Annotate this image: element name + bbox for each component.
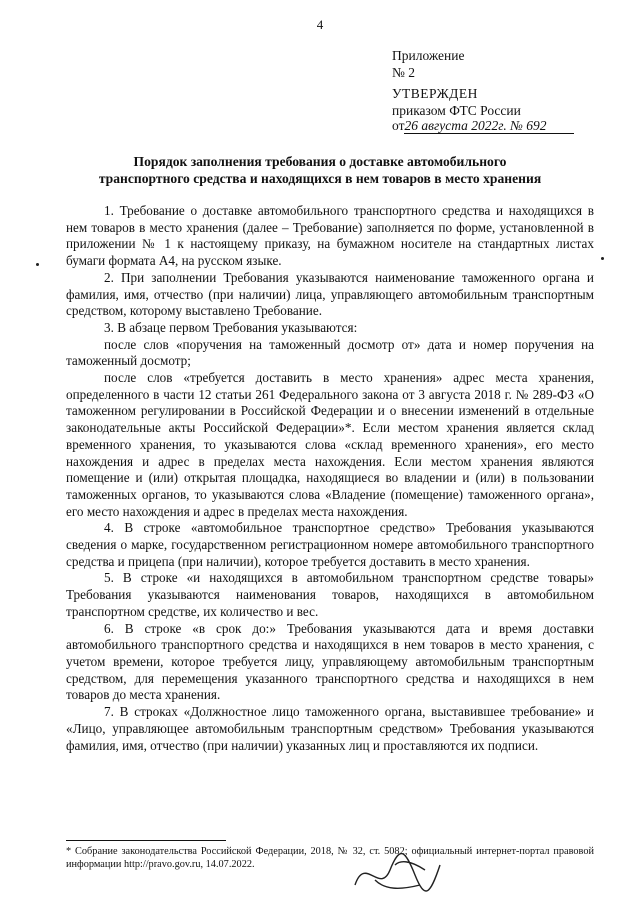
footnote-divider (66, 840, 226, 841)
paragraph-6: 6. В строке «в срок до:» Требования указываются дата и время доставки автомобильного транспортного средства и находящихся в нем товаров в место хранения, с учетом времени, которое требуется лицу, управляющему автомобильным транспортным средством, для перемещения указанного транспортного средства и находящихся в нем товаров до места хранения. (66, 620, 594, 703)
page-number: 4 (316, 17, 324, 32)
scan-speck (36, 263, 39, 266)
order-date: 26 августа 2022г. (404, 118, 507, 133)
signature-mark (345, 845, 455, 900)
order-date-underline (404, 118, 574, 134)
paragraph-3-sub-1: после слов «поручения на таможенный досмотр от» дата и номер поручения на таможенный досмотр; (66, 336, 594, 369)
order-by-label: приказом ФТС России (392, 103, 521, 118)
paragraph-4: 4. В строке «автомобильное транспортное средство» Требования указываются сведения о марке, государственном регистрационном номере автомобильного транспортного средства и прицепа (при наличии), которое требуется доставить в место хранения. (66, 520, 594, 569)
document-title: Порядок заполнения требования о доставке автомобильного транспортного средства и находящихся в нем товаров в место хранения (98, 154, 542, 186)
order-number: 692 (526, 118, 547, 133)
order-prefix: от (392, 118, 405, 133)
paragraph-7: 7. В строках «Должностное лицо таможенного органа, выставившее требование» и «Лицо, управляющее автомобильным транспортным средством» Требования указываются фамилия, имя, отчество (при наличии) указанных лиц и проставляются их подписи. (66, 704, 594, 753)
paragraph-3-sub-2: после слов «требуется доставить в место хранения» адрес места хранения, определенного в части 12 статьи 261 Федерального закона от 3 августа 2018 г. № 289-ФЗ «О таможенном регулировании в Российской Федерации и о внесении изменений в отдельные законодательные акты Российской Федерации»*. Если местом хранения является склад временного хранения, то указываются слова «склад временного хранения», его место нахождения и адрес в пределах места нахождения. Если местом хранения являются помещение и (или) открытая площадка, находящиеся во владении и (или) в пользовании таможенных органов, то указываются слова «Владение (помещение) таможенного органа», его место нахождения и адрес в пределах места нахождения. (66, 370, 594, 519)
paragraph-2: 2. При заполнении Требования указываются наименование таможенного органа и фамилия, имя, отчество (при наличии) лица, управляющего автомобильным транспортным средством, которому выставлено Требование. (66, 269, 594, 319)
order-no-prefix: № (506, 118, 527, 133)
scan-speck (601, 257, 604, 260)
paragraph-3: 3. В абзаце первом Требования указываются: (104, 319, 358, 335)
order-date-line (392, 118, 574, 134)
approved-label: УТВЕРЖДЕН (392, 86, 478, 101)
document-body (66, 203, 594, 754)
paragraph-5: 5. В строке «и находящихся в автомобильном транспортном средстве товары» Требования указываются наименования товаров, находящихся в автомобильном транспортном средстве, их количество и вес. (66, 570, 594, 619)
appendix-label: Приложение № 2 (392, 48, 465, 80)
footnote: * Собрание законодательства Российской Федерации, 2018, № 32, ст. 5082; официальный интернет-портал правовой информации http://pravo.gov.ru, 14.07.2022. (66, 846, 594, 870)
paragraph-1: 1. Требование о доставке автомобильного транспортного средства и находящихся в нем товаров в место хранения (далее – Требование) заполняется по форме, установленной в приложении № 1 к настоящему приказу, на бумажном носителе на стандартных листах бумаги формата А4, на русском языке. (66, 203, 594, 269)
